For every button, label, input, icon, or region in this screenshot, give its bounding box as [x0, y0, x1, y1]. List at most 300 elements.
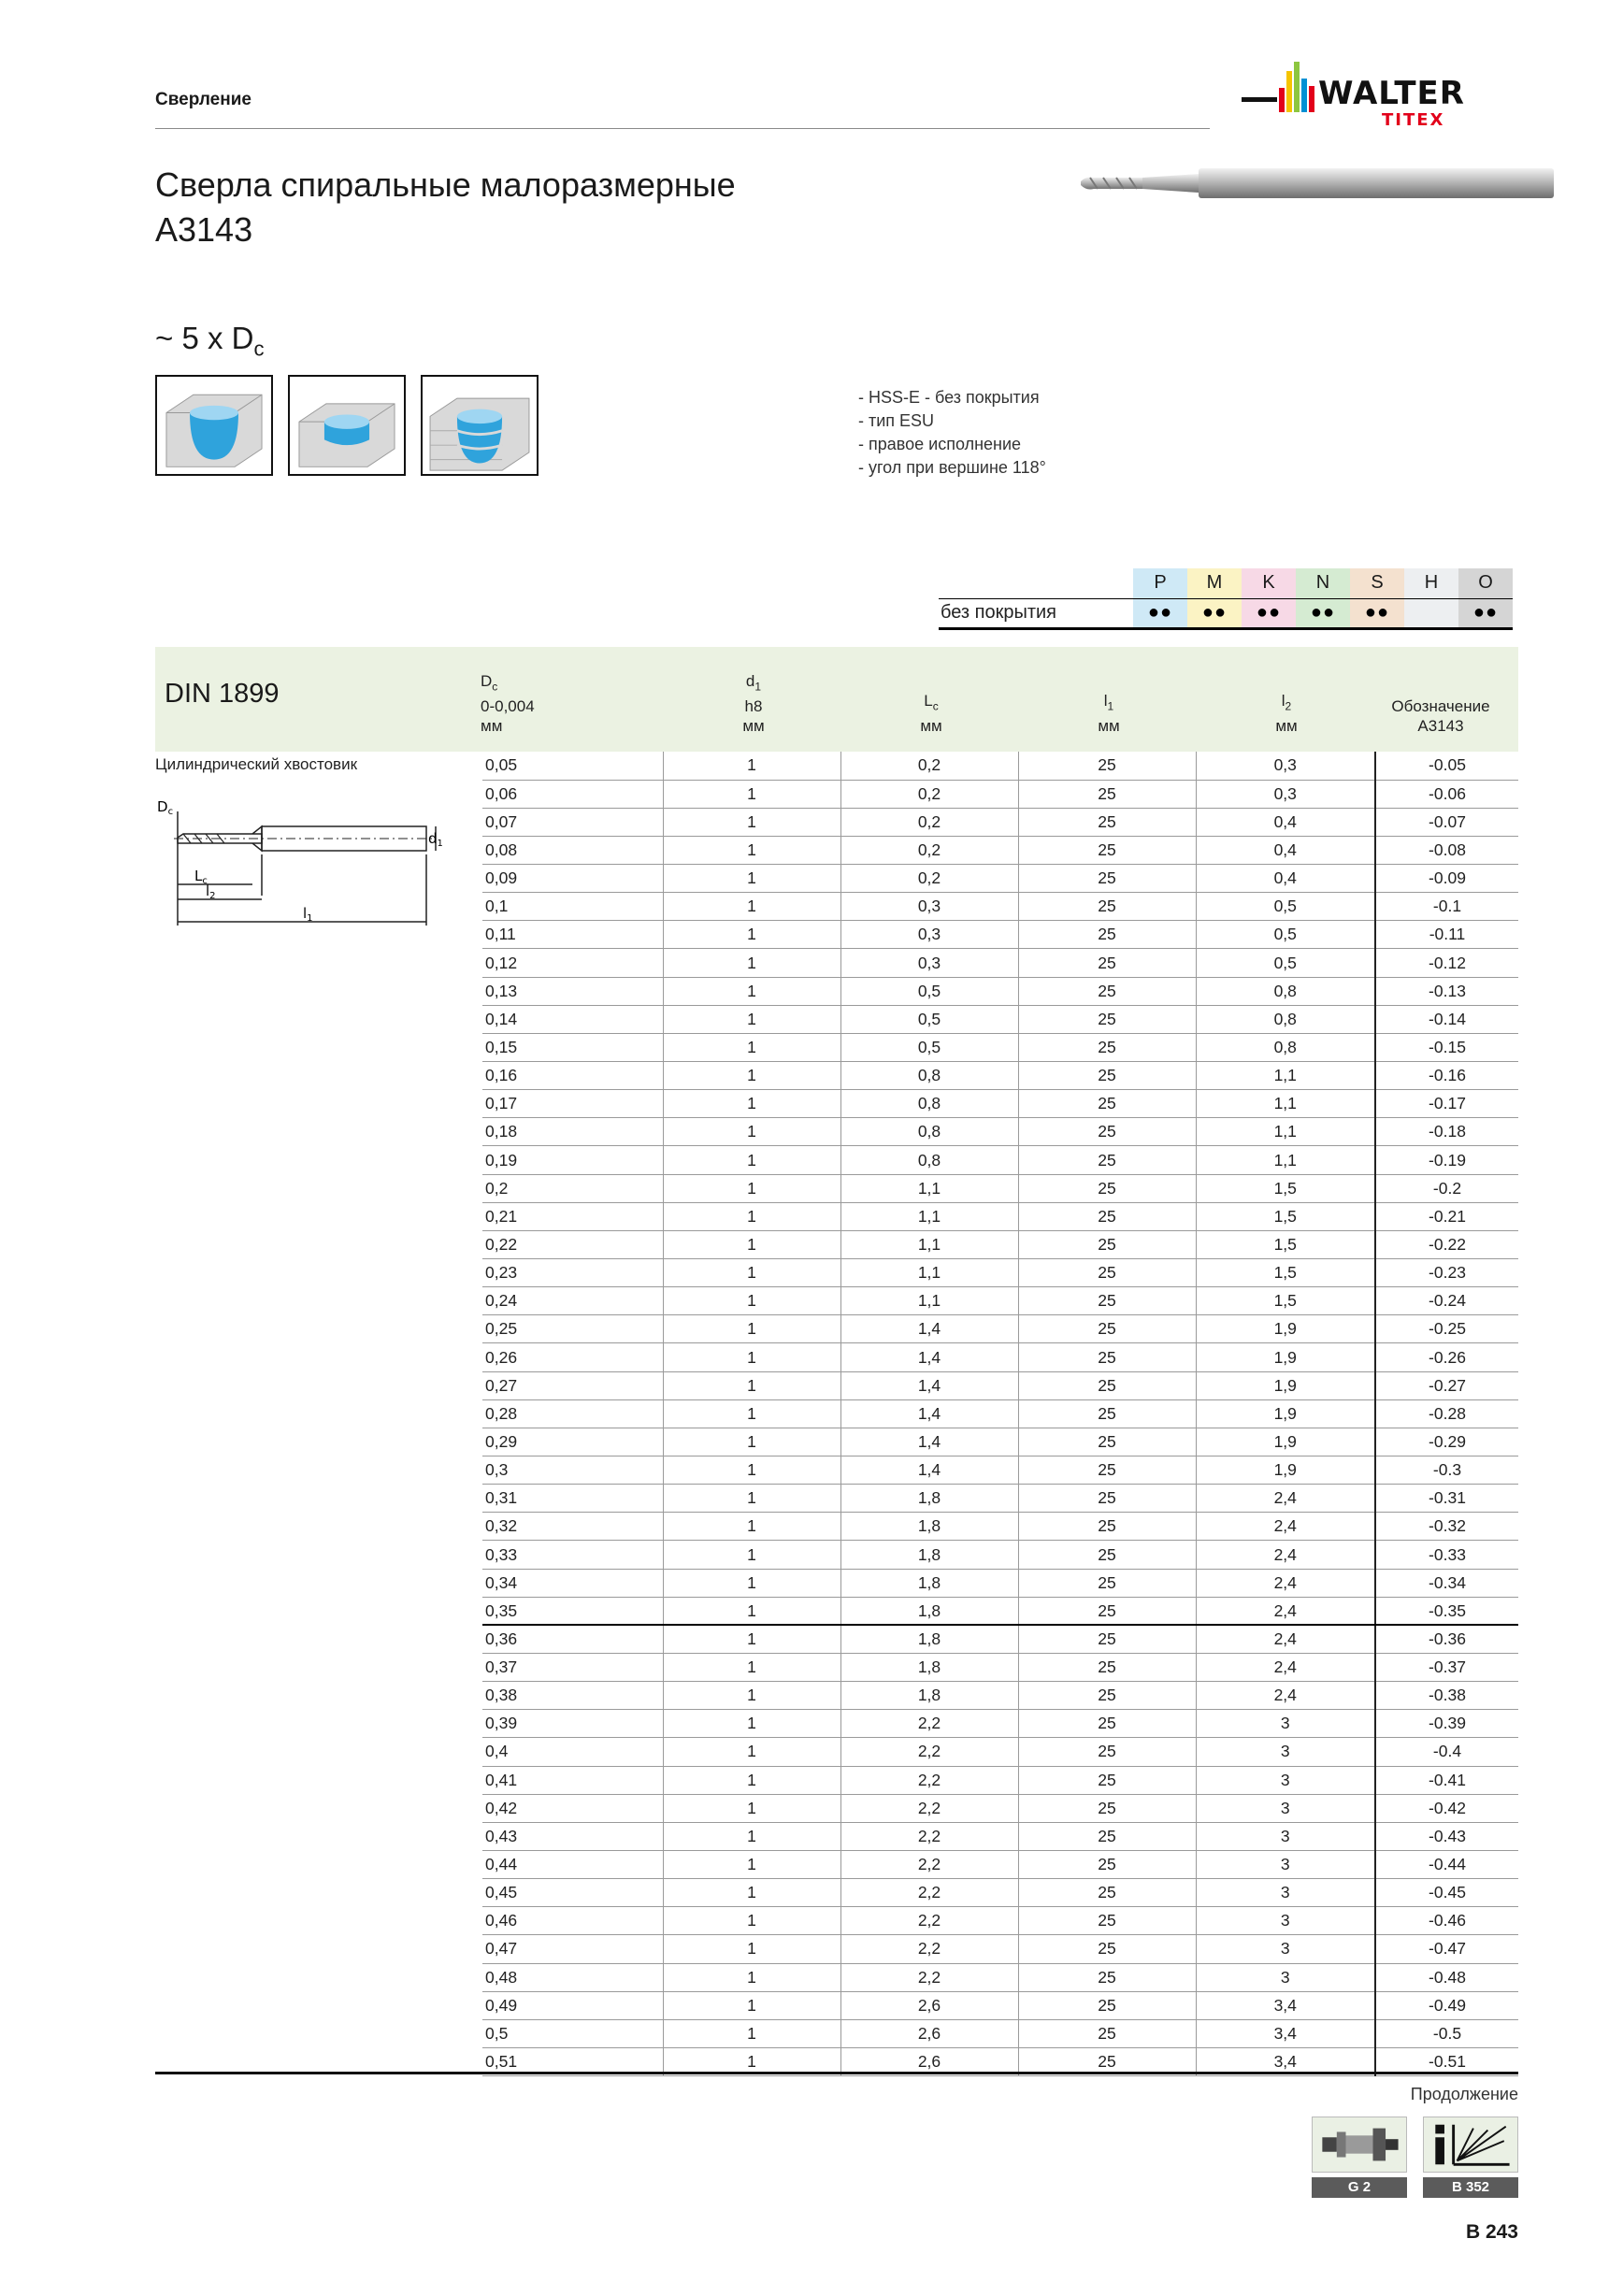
material-rating-s: ●●: [1350, 598, 1404, 628]
through-hole-icon: [155, 375, 273, 476]
cell-designation: -0.19: [1375, 1146, 1518, 1174]
cell-l1: 25: [1018, 1457, 1196, 1485]
cell-dc: 0,47: [482, 1935, 663, 1963]
cell-dc: 0,27: [482, 1371, 663, 1399]
table-row: [482, 893, 1518, 921]
cell-l1: 25: [1018, 1963, 1196, 1991]
svg-text:Lc: $L_c$: [194, 868, 208, 886]
header-dc-tolerance: 0-0,004: [481, 697, 535, 716]
cell-l1: 25: [1018, 1597, 1196, 1625]
property-item: - угол при вершине 118°: [858, 458, 1046, 477]
cell-l2: 2,4: [1196, 1654, 1375, 1682]
cell-dc: 0,29: [482, 1428, 663, 1456]
cell-l2: 1,5: [1196, 1259, 1375, 1287]
header-lc: [903, 691, 959, 736]
cell-lc: 1,1: [840, 1259, 1018, 1287]
cell-designation: -0.5: [1375, 2019, 1518, 2047]
table-row: [482, 1625, 1518, 1653]
cell-l2: 0,5: [1196, 893, 1375, 921]
cell-designation: -0.3: [1375, 1457, 1518, 1485]
table-row: [482, 1541, 1518, 1569]
cell-designation: -0.25: [1375, 1315, 1518, 1343]
cell-l1: 25: [1018, 808, 1196, 836]
header-dc-symbol: $D_c$: [481, 672, 498, 694]
application-icons: [155, 375, 539, 476]
cell-lc: 1,8: [840, 1654, 1018, 1682]
cell-designation: -0.42: [1375, 1794, 1518, 1822]
cell-dc: 0,06: [482, 780, 663, 808]
cell-l2: 1,5: [1196, 1287, 1375, 1315]
table-row: [482, 808, 1518, 836]
cell-dc: 0,46: [482, 1907, 663, 1935]
table-row: [482, 1343, 1518, 1371]
cell-l1: 25: [1018, 1485, 1196, 1513]
cell-l1: 25: [1018, 1062, 1196, 1090]
cell-d1: 1: [663, 1879, 840, 1907]
table-row: [482, 1146, 1518, 1174]
cell-dc: 0,39: [482, 1710, 663, 1738]
table-row: [482, 1371, 1518, 1399]
cell-d1: 1: [663, 1399, 840, 1428]
table-bottom-rule: [155, 2072, 1518, 2074]
cell-d1: 1: [663, 1710, 840, 1738]
cell-d1: 1: [663, 1963, 840, 1991]
cell-lc: 1,8: [840, 1682, 1018, 1710]
cell-l1: 25: [1018, 1202, 1196, 1230]
cell-l2: 0,3: [1196, 752, 1375, 780]
cell-l1: 25: [1018, 1935, 1196, 1963]
cell-lc: 2,2: [840, 1879, 1018, 1907]
material-group-table: [939, 568, 1513, 630]
cell-lc: 0,2: [840, 865, 1018, 893]
cell-l1: 25: [1018, 921, 1196, 949]
cell-lc: 0,3: [840, 921, 1018, 949]
cell-dc: 0,19: [482, 1146, 663, 1174]
cell-lc: 1,1: [840, 1202, 1018, 1230]
table-row: [482, 1090, 1518, 1118]
cell-d1: 1: [663, 1738, 840, 1766]
cell-d1: 1: [663, 1822, 840, 1850]
cell-l1: 25: [1018, 1033, 1196, 1061]
cell-dc: 0,33: [482, 1541, 663, 1569]
cell-l1: 25: [1018, 865, 1196, 893]
cell-l2: 1,9: [1196, 1457, 1375, 1485]
cell-dc: 0,41: [482, 1766, 663, 1794]
table-row: [482, 1259, 1518, 1287]
ratio-sub: c: [253, 337, 265, 361]
table-row: [482, 1399, 1518, 1428]
cell-l1: 25: [1018, 1991, 1196, 2019]
cell-designation: -0.31: [1375, 1485, 1518, 1513]
cell-designation: -0.11: [1375, 921, 1518, 949]
cell-lc: 0,8: [840, 1062, 1018, 1090]
cell-designation: -0.21: [1375, 1202, 1518, 1230]
cell-dc: 0,21: [482, 1202, 663, 1230]
cell-dc: 0,08: [482, 836, 663, 864]
cell-lc: 1,4: [840, 1457, 1018, 1485]
section-label: Сверление: [155, 90, 251, 109]
cell-l2: 2,4: [1196, 1569, 1375, 1597]
cell-l2: 2,4: [1196, 1682, 1375, 1710]
cell-d1: 1: [663, 1090, 840, 1118]
tool-holder-icon: [1312, 2117, 1407, 2173]
cell-dc: 0,36: [482, 1625, 663, 1653]
cell-l2: 3: [1196, 1907, 1375, 1935]
cell-lc: 2,2: [840, 1766, 1018, 1794]
material-group-p: P: [1133, 568, 1187, 598]
cell-l1: 25: [1018, 1794, 1196, 1822]
cell-designation: -0.49: [1375, 1991, 1518, 2019]
continued-label: Продолжение: [1410, 2085, 1518, 2103]
cell-designation: -0.2: [1375, 1174, 1518, 1202]
cell-lc: 1,4: [840, 1371, 1018, 1399]
cell-lc: 1,8: [840, 1569, 1018, 1597]
cell-l1: 25: [1018, 949, 1196, 977]
cell-d1: 1: [663, 1625, 840, 1653]
svg-text:l2: $l_2$: [206, 883, 216, 901]
header-dc-unit: мм: [481, 717, 503, 736]
cell-d1: 1: [663, 1343, 840, 1371]
cell-l2: 3: [1196, 1879, 1375, 1907]
cell-dc: 0,2: [482, 1174, 663, 1202]
material-group-h: H: [1404, 568, 1458, 598]
table-row: [482, 752, 1518, 780]
table-row: [482, 1991, 1518, 2019]
table-row: [482, 1935, 1518, 1963]
cell-dc: 0,3: [482, 1457, 663, 1485]
cell-designation: -0.13: [1375, 977, 1518, 1005]
cell-d1: 1: [663, 1569, 840, 1597]
cell-d1: 1: [663, 1457, 840, 1485]
header-designation-code: A3143: [1417, 717, 1464, 735]
cell-l2: 3,4: [1196, 2047, 1375, 2075]
cell-l1: 25: [1018, 836, 1196, 864]
material-group-o: O: [1458, 568, 1513, 598]
cell-designation: -0.35: [1375, 1597, 1518, 1625]
page-title: [155, 163, 736, 252]
cell-d1: 1: [663, 977, 840, 1005]
cell-designation: -0.45: [1375, 1879, 1518, 1907]
header-d1: [725, 671, 782, 736]
cell-lc: 2,2: [840, 1822, 1018, 1850]
ref-info-chart[interactable]: [1423, 2117, 1518, 2198]
property-item: - HSS-E - без покрытия: [858, 388, 1040, 407]
walter-titex-logo: [1242, 62, 1518, 129]
cell-lc: 2,2: [840, 1935, 1018, 1963]
cell-l2: 0,4: [1196, 836, 1375, 864]
cell-l2: 3: [1196, 1794, 1375, 1822]
cell-l2: 3: [1196, 1738, 1375, 1766]
cell-l1: 25: [1018, 1315, 1196, 1343]
cell-d1: 1: [663, 1766, 840, 1794]
cell-d1: 1: [663, 1287, 840, 1315]
cell-designation: -0.33: [1375, 1541, 1518, 1569]
cell-dc: 0,18: [482, 1118, 663, 1146]
cell-d1: 1: [663, 1794, 840, 1822]
cell-lc: 0,2: [840, 836, 1018, 864]
cell-lc: 0,2: [840, 808, 1018, 836]
cell-l2: 1,5: [1196, 1230, 1375, 1258]
title-line-2: A3143: [155, 210, 253, 249]
cell-dc: 0,43: [482, 1822, 663, 1850]
cell-l2: 0,3: [1196, 780, 1375, 808]
info-chart-icon: [1423, 2117, 1518, 2173]
header-lc-symbol: $L_c$: [924, 692, 939, 713]
table-row: [482, 1907, 1518, 1935]
cell-dc: 0,26: [482, 1343, 663, 1371]
cell-designation: -0.51: [1375, 2047, 1518, 2075]
cell-d1: 1: [663, 1005, 840, 1033]
cell-lc: 2,2: [840, 1710, 1018, 1738]
material-rating-p: ●●: [1133, 598, 1187, 628]
cell-designation: -0.46: [1375, 1907, 1518, 1935]
table-row: [482, 1597, 1518, 1625]
cell-d1: 1: [663, 1230, 840, 1258]
svg-text:d1: $d_1$: [428, 830, 443, 849]
material-rating-k: ●●: [1242, 598, 1296, 628]
cell-lc: 0,5: [840, 977, 1018, 1005]
cell-lc: 0,2: [840, 752, 1018, 780]
cell-d1: 1: [663, 752, 840, 780]
header-d1-symbol: $d_1$: [745, 672, 762, 694]
cell-designation: -0.36: [1375, 1625, 1518, 1653]
cell-dc: 0,44: [482, 1850, 663, 1878]
table-row: [482, 1033, 1518, 1061]
cell-l2: 2,4: [1196, 1513, 1375, 1541]
cell-dc: 0,15: [482, 1033, 663, 1061]
cell-d1: 1: [663, 1062, 840, 1090]
din-standard: DIN 1899: [165, 679, 280, 709]
cell-l2: 1,1: [1196, 1118, 1375, 1146]
material-group-m: M: [1187, 568, 1242, 598]
cell-l1: 25: [1018, 1682, 1196, 1710]
cell-lc: 1,1: [840, 1287, 1018, 1315]
material-rating-h: [1404, 598, 1458, 628]
cell-designation: -0.32: [1375, 1513, 1518, 1541]
property-item: - правое исполнение: [858, 435, 1022, 453]
shank-label: Цилиндрический хвостовик: [155, 755, 358, 773]
table-row: [482, 2019, 1518, 2047]
table-row: [482, 1457, 1518, 1485]
cell-designation: -0.28: [1375, 1399, 1518, 1428]
ratio-text: ~ 5 x D: [155, 321, 254, 355]
cell-l1: 25: [1018, 1569, 1196, 1597]
cell-l1: 25: [1018, 1541, 1196, 1569]
cell-lc: 2,2: [840, 1794, 1018, 1822]
cell-d1: 1: [663, 2047, 840, 2075]
cell-d1: 1: [663, 1935, 840, 1963]
cell-designation: -0.08: [1375, 836, 1518, 864]
table-row: [482, 1174, 1518, 1202]
cell-designation: -0.48: [1375, 1963, 1518, 1991]
table-row: [482, 1062, 1518, 1090]
cell-l1: 25: [1018, 1654, 1196, 1682]
table-row: [482, 1485, 1518, 1513]
cell-d1: 1: [663, 1118, 840, 1146]
cell-d1: 1: [663, 1033, 840, 1061]
title-line-1: Сверла спиральные малоразмерные: [155, 165, 736, 204]
material-rating-m: ●●: [1187, 598, 1242, 628]
cell-l1: 25: [1018, 1738, 1196, 1766]
cell-designation: -0.23: [1375, 1259, 1518, 1287]
cell-dc: 0,24: [482, 1287, 663, 1315]
table-row: [482, 1850, 1518, 1878]
cell-l2: 0,8: [1196, 977, 1375, 1005]
cell-l1: 25: [1018, 977, 1196, 1005]
table-row: [482, 921, 1518, 949]
cell-l1: 25: [1018, 1879, 1196, 1907]
cell-d1: 1: [663, 1850, 840, 1878]
cell-lc: 0,8: [840, 1146, 1018, 1174]
cell-d1: 1: [663, 780, 840, 808]
cell-d1: 1: [663, 1202, 840, 1230]
cell-l1: 25: [1018, 1118, 1196, 1146]
cell-designation: -0.07: [1375, 808, 1518, 836]
cell-dc: 0,31: [482, 1485, 663, 1513]
cell-l2: 1,9: [1196, 1315, 1375, 1343]
table-row: [482, 1202, 1518, 1230]
header-l1: [1081, 691, 1137, 736]
cell-dc: 0,14: [482, 1005, 663, 1033]
cell-designation: -0.12: [1375, 949, 1518, 977]
cell-dc: 0,1: [482, 893, 663, 921]
stacked-plates-icon: [421, 375, 539, 476]
cell-dc: 0,4: [482, 1738, 663, 1766]
cell-l2: 1,1: [1196, 1090, 1375, 1118]
cell-l2: 3: [1196, 1963, 1375, 1991]
cell-designation: -0.09: [1375, 865, 1518, 893]
cell-designation: -0.4: [1375, 1738, 1518, 1766]
table-row: [482, 836, 1518, 864]
cell-designation: -0.14: [1375, 1005, 1518, 1033]
cell-l2: 3: [1196, 1935, 1375, 1963]
cell-l1: 25: [1018, 893, 1196, 921]
cell-l1: 25: [1018, 1513, 1196, 1541]
cell-d1: 1: [663, 2019, 840, 2047]
coating-label: без покрытия: [939, 598, 1133, 628]
material-header-spacer: [939, 568, 1133, 598]
cell-designation: -0.43: [1375, 1822, 1518, 1850]
cell-l1: 25: [1018, 1371, 1196, 1399]
cell-l1: 25: [1018, 1343, 1196, 1371]
cell-lc: 1,8: [840, 1625, 1018, 1653]
material-group-n: N: [1296, 568, 1350, 598]
cell-designation: -0.34: [1375, 1569, 1518, 1597]
header-divider: [155, 128, 1210, 129]
cell-designation: -0.29: [1375, 1428, 1518, 1456]
cell-lc: 0,5: [840, 1033, 1018, 1061]
cell-l1: 25: [1018, 1850, 1196, 1878]
cell-designation: -0.38: [1375, 1682, 1518, 1710]
cell-d1: 1: [663, 1146, 840, 1174]
cell-designation: -0.41: [1375, 1766, 1518, 1794]
table-row: [482, 1682, 1518, 1710]
cell-l2: 2,4: [1196, 1485, 1375, 1513]
cell-l1: 25: [1018, 1230, 1196, 1258]
cell-lc: 1,4: [840, 1315, 1018, 1343]
cell-d1: 1: [663, 1513, 840, 1541]
cell-l1: 25: [1018, 1259, 1196, 1287]
cell-designation: -0.16: [1375, 1062, 1518, 1090]
cell-l2: 1,9: [1196, 1428, 1375, 1456]
cell-l2: 0,5: [1196, 949, 1375, 977]
cell-l2: 1,5: [1196, 1174, 1375, 1202]
cell-lc: 2,6: [840, 2019, 1018, 2047]
cell-l2: 2,4: [1196, 1597, 1375, 1625]
cell-lc: 2,6: [840, 1991, 1018, 2019]
table-row: [482, 1230, 1518, 1258]
cell-dc: 0,28: [482, 1399, 663, 1428]
cell-dc: 0,13: [482, 977, 663, 1005]
cell-designation: -0.44: [1375, 1850, 1518, 1878]
cell-d1: 1: [663, 1174, 840, 1202]
table-row: [482, 1766, 1518, 1794]
cell-lc: 1,1: [840, 1174, 1018, 1202]
cell-dc: 0,37: [482, 1654, 663, 1682]
table-row: [482, 1794, 1518, 1822]
cell-dc: 0,12: [482, 949, 663, 977]
header-d1-tolerance: h8: [744, 697, 763, 716]
cell-designation: -0.15: [1375, 1033, 1518, 1061]
cell-dc: 0,49: [482, 1991, 663, 2019]
cell-l2: 3: [1196, 1766, 1375, 1794]
table-row: [482, 1822, 1518, 1850]
cell-l2: 1,9: [1196, 1343, 1375, 1371]
header-l1-unit: мм: [1098, 717, 1120, 736]
material-rating-o: ●●: [1458, 598, 1513, 628]
cell-d1: 1: [663, 1428, 840, 1456]
table-row: [482, 1879, 1518, 1907]
cell-dc: 0,23: [482, 1259, 663, 1287]
cell-dc: 0,09: [482, 865, 663, 893]
table-row: [482, 1963, 1518, 1991]
cell-dc: 0,32: [482, 1513, 663, 1541]
ref-tool-holder[interactable]: [1312, 2117, 1407, 2198]
cell-l1: 25: [1018, 1146, 1196, 1174]
cell-lc: 2,6: [840, 2047, 1018, 2075]
cell-lc: 2,2: [840, 1963, 1018, 1991]
cell-l2: 3,4: [1196, 1991, 1375, 2019]
cell-d1: 1: [663, 1315, 840, 1343]
cell-d1: 1: [663, 1371, 840, 1399]
header-d1-unit: мм: [742, 717, 765, 736]
cell-l1: 25: [1018, 1174, 1196, 1202]
cell-l1: 25: [1018, 2047, 1196, 2075]
cell-designation: -0.37: [1375, 1654, 1518, 1682]
cell-lc: 0,8: [840, 1118, 1018, 1146]
material-rating-n: ●●: [1296, 598, 1350, 628]
cell-l2: 1,1: [1196, 1062, 1375, 1090]
cell-l2: 0,8: [1196, 1033, 1375, 1061]
cell-l1: 25: [1018, 1766, 1196, 1794]
page-number: B 243: [1465, 2221, 1518, 2243]
cell-d1: 1: [663, 949, 840, 977]
cell-l1: 25: [1018, 1710, 1196, 1738]
cell-lc: 1,4: [840, 1343, 1018, 1371]
table-row: [482, 1118, 1518, 1146]
table-row: [482, 1315, 1518, 1343]
property-item: - тип ESU: [858, 411, 935, 430]
dimensions-table: [482, 752, 1518, 2076]
table-row: [482, 1428, 1518, 1456]
cell-designation: -0.24: [1375, 1287, 1518, 1315]
cell-l2: 1,5: [1196, 1202, 1375, 1230]
cell-l2: 2,4: [1196, 1541, 1375, 1569]
cell-designation: -0.06: [1375, 780, 1518, 808]
cell-l2: 1,9: [1196, 1371, 1375, 1399]
table-row: [482, 1005, 1518, 1033]
cell-dc: 0,17: [482, 1090, 663, 1118]
